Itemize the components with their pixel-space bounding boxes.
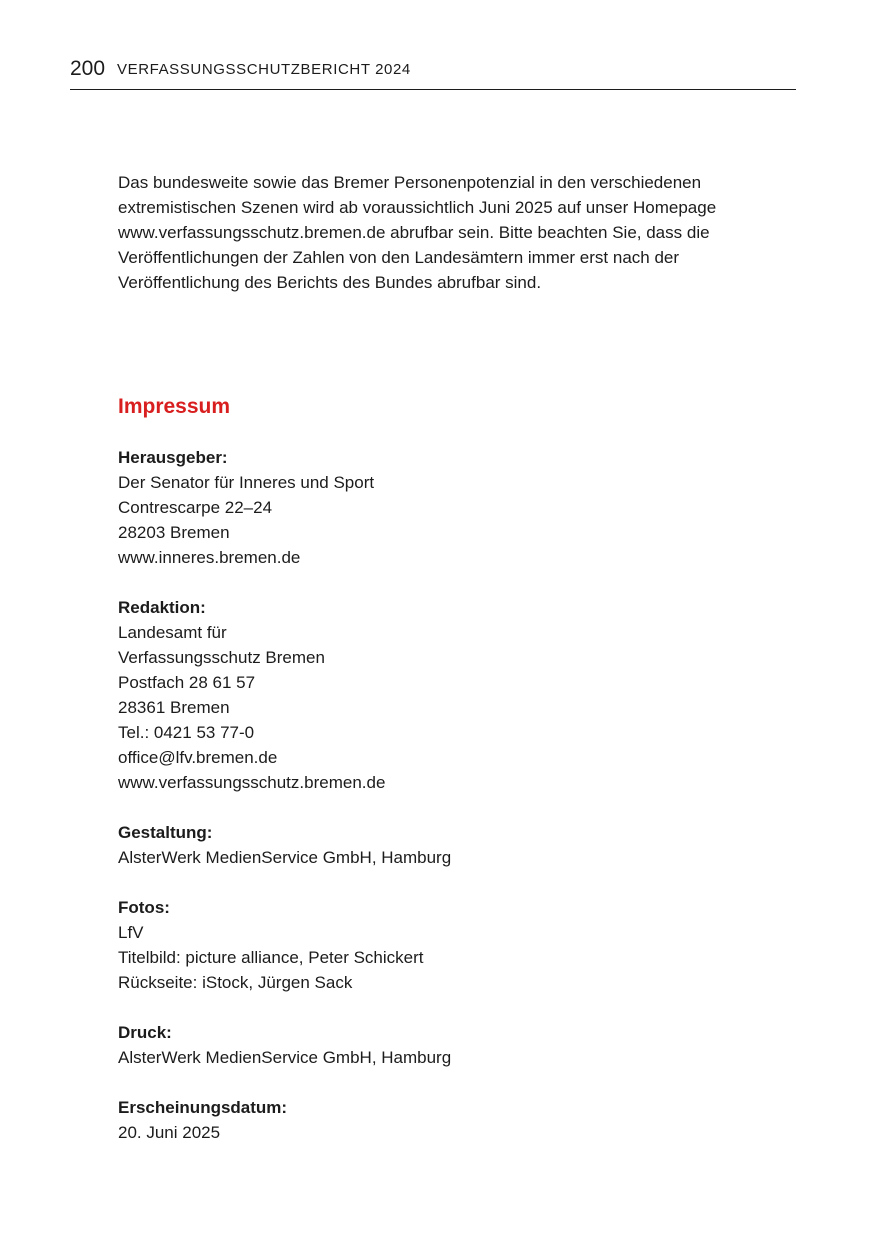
section-line: www.verfassungsschutz.bremen.de: [118, 773, 386, 792]
section-label: Redaktion:: [118, 598, 206, 617]
section-line: www.inneres.bremen.de: [118, 548, 301, 567]
section-line: 28361 Bremen: [118, 698, 230, 717]
intro-line: Das bundesweite sowie das Bremer Personenpotenzial in den verschiedenen: [118, 173, 702, 192]
intro-line: Veröffentlichung des Berichts des Bundes abrufbar sind.: [118, 273, 542, 292]
intro-line: extremistischen Szenen wird ab voraussichtlich Juni 2025 auf unser Homepage: [118, 198, 717, 217]
section-label: Herausgeber:: [118, 448, 228, 467]
section-erscheinungsdatum: [118, 1095, 758, 1145]
section-line: Rückseite: iStock, Jürgen Sack: [118, 973, 353, 992]
section-label: Gestaltung:: [118, 823, 213, 842]
section-druck: [118, 1020, 758, 1070]
impressum-heading: Impressum: [118, 395, 231, 418]
report-title: VERFASSUNGSSCHUTZBERICHT 2024: [117, 61, 411, 78]
intro-paragraph: [118, 170, 758, 295]
section-herausgeber: [118, 445, 758, 570]
intro-line: Veröffentlichungen der Zahlen von den Landesämtern immer erst nach der: [118, 248, 680, 267]
impressum-block: [118, 445, 758, 1170]
section-line: Der Senator für Inneres und Sport: [118, 473, 375, 492]
section-fotos: [118, 895, 758, 995]
section-line: office@lfv.bremen.de: [118, 748, 278, 767]
section-line: Postfach 28 61 57: [118, 673, 256, 692]
section-label: Druck:: [118, 1023, 172, 1042]
section-label: Erscheinungsdatum:: [118, 1098, 288, 1117]
section-line: 28203 Bremen: [118, 523, 230, 542]
section-line: Landesamt für: [118, 623, 227, 642]
intro-line: www.verfassungsschutz.bremen.de abrufbar sein. Bitte beachten Sie, dass die: [118, 223, 710, 242]
section-line: AlsterWerk MedienService GmbH, Hamburg: [118, 1048, 452, 1067]
running-header: [70, 57, 796, 90]
section-line: Tel.: 0421 53 77-0: [118, 723, 255, 742]
section-line: 20. Juni 2025: [118, 1123, 221, 1142]
section-line: Contrescarpe 22–24: [118, 498, 273, 517]
section-line: AlsterWerk MedienService GmbH, Hamburg: [118, 848, 452, 867]
section-line: Titelbild: picture alliance, Peter Schickert: [118, 948, 424, 967]
section-line: LfV: [118, 923, 144, 942]
section-line: Verfassungsschutz Bremen: [118, 648, 325, 667]
section-redaktion: [118, 595, 758, 795]
section-label: Fotos:: [118, 898, 170, 917]
section-gestaltung: [118, 820, 758, 870]
page-number: 200: [70, 57, 106, 80]
